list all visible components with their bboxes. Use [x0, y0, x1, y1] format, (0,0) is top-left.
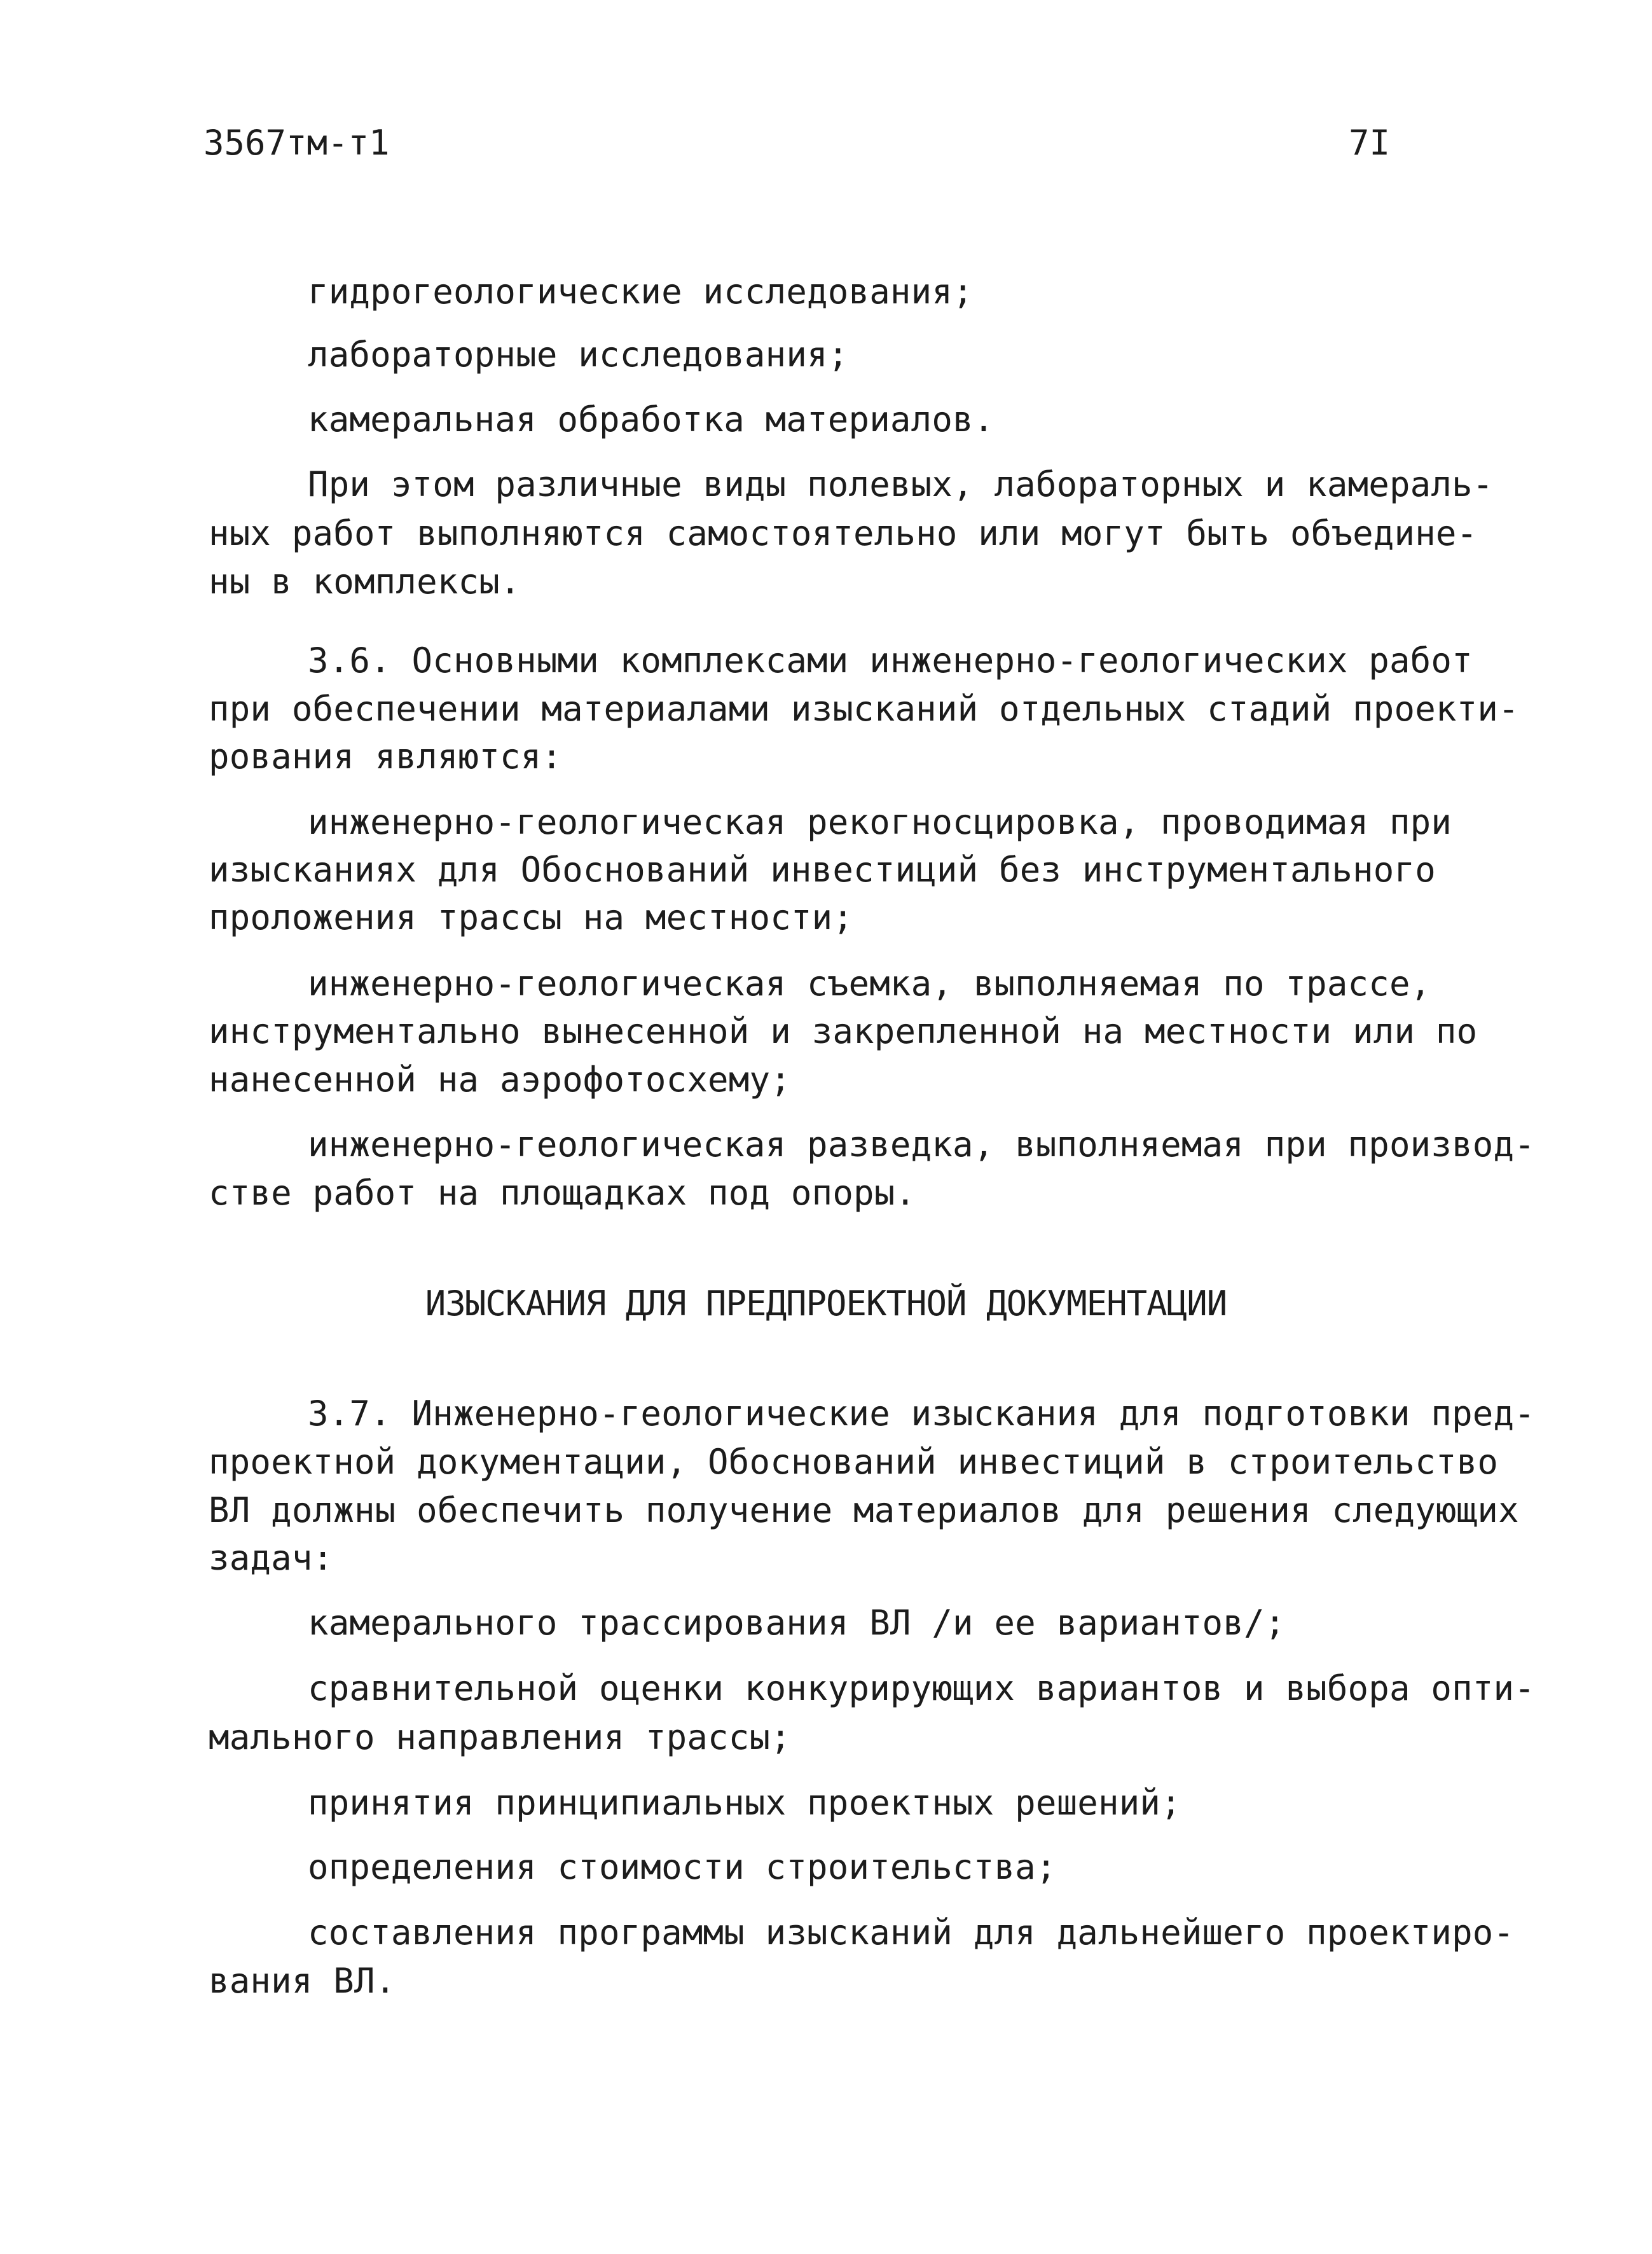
list-item: лабораторные исследования; — [308, 335, 849, 375]
list-item: мального направления трассы; — [209, 1717, 791, 1757]
list-item: принятия принципиальных проектных решений; — [308, 1783, 1181, 1823]
paragraph-line: инструментально вынесенной и закрепленной на местности или по — [209, 1011, 1478, 1051]
paragraph-line: 3.6. Основными комплексами инженерно-геологических работ — [308, 640, 1473, 681]
paragraph-line: при обеспечении материалами изысканий отдельных стадий проекти- — [209, 689, 1519, 729]
paragraph-line: 3.7. Инженерно-геологические изыскания для подготовки пред- — [308, 1393, 1535, 1434]
list-item: камерального трассирования ВЛ /и ее вариантов/; — [308, 1603, 1286, 1643]
paragraph-line: инженерно-геологическая съемка, выполняемая по трассе, — [308, 964, 1431, 1004]
paragraph-line: ВЛ должны обеспечить получение материалов для решения следующих — [209, 1490, 1519, 1530]
paragraph-line: проложения трассы на местности; — [209, 897, 854, 937]
list-item: составления программы изысканий для дальнейшего проектиро- — [308, 1912, 1515, 1953]
list-item: определения стоимости строительства; — [308, 1847, 1057, 1887]
paragraph-line: задач: — [209, 1538, 334, 1578]
list-item: сравнительной оценки конкурирующих вариантов и выбора опти- — [308, 1668, 1535, 1708]
paragraph-line: рования являются: — [209, 736, 563, 777]
list-item: вания ВЛ. — [209, 1961, 396, 2001]
paragraph-line: стве работ на площадках под опоры. — [209, 1173, 916, 1213]
paragraph-line: проектной документации, Обоснований инвестиций в строительство — [209, 1442, 1499, 1482]
paragraph-line: ны в комплексы. — [209, 562, 521, 602]
list-item: гидрогеологические исследования; — [308, 272, 974, 312]
paragraph-line: нанесенной на аэрофотосхему; — [209, 1060, 791, 1100]
paragraph-line: ных работ выполняются самостоятельно или могут быть объедине- — [209, 513, 1478, 553]
paragraph-line: инженерно-геологическая разведка, выполняемая при производ- — [308, 1124, 1535, 1165]
paragraph-line: изысканиях для Обоснований инвестиций без инструментального — [209, 850, 1436, 890]
page-number: 7I — [1348, 123, 1390, 163]
paragraph-line: инженерно-геологическая рекогносцировка, проводимая при — [308, 802, 1452, 842]
document-code: 3567тм-т1 — [203, 123, 390, 163]
paragraph-line: При этом различные виды полевых, лабораторных и камераль- — [308, 464, 1494, 504]
section-heading: ИЗЫСКАНИЯ ДЛЯ ПРЕДПРОЕКТНОЙ ДОКУМЕНТАЦИИ — [425, 1283, 1227, 1324]
list-item: камеральная обработка материалов. — [308, 399, 995, 439]
